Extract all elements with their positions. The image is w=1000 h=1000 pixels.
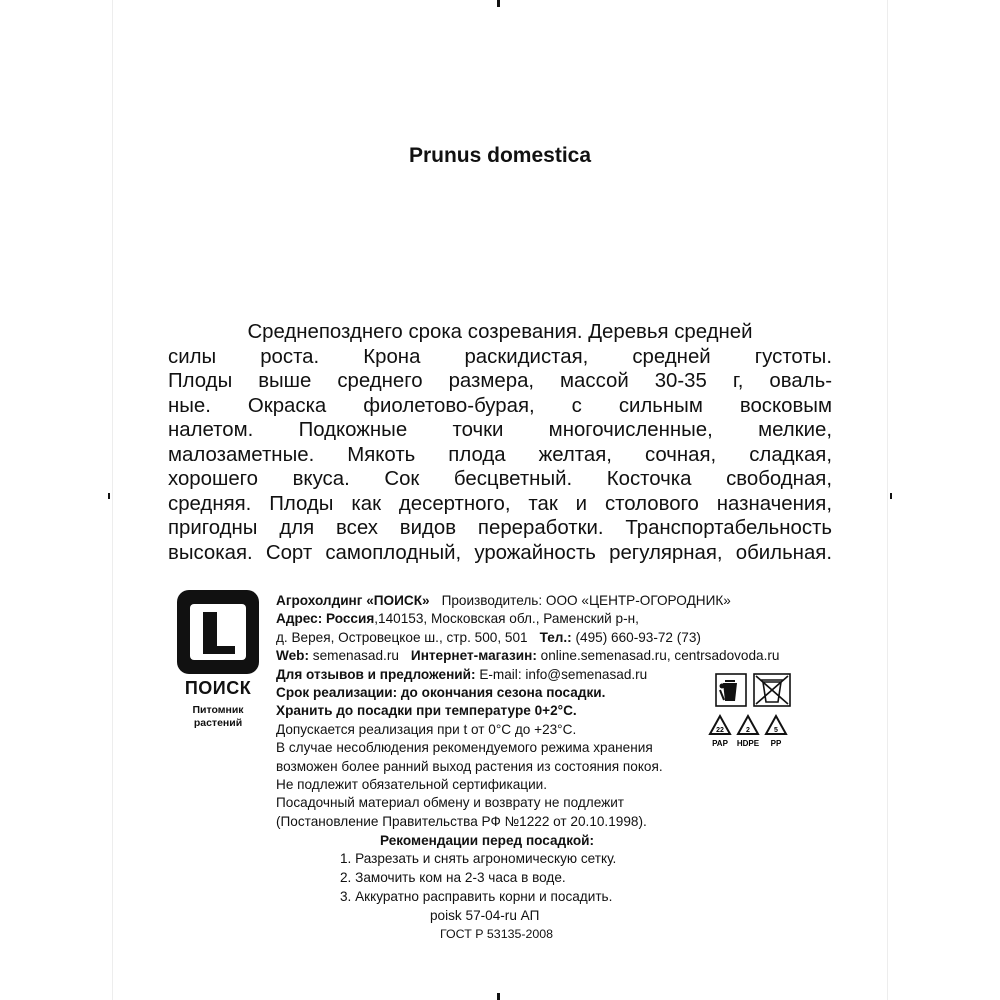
web-row bbox=[276, 647, 836, 665]
variety-description bbox=[168, 320, 832, 565]
description-line: пригодны для всех видов переработки. Транспортабельность bbox=[168, 517, 832, 539]
return-policy: Посадочный материал обмену и возврату не подлежит bbox=[276, 795, 625, 811]
company-row bbox=[276, 592, 836, 610]
recycle-label: PAP bbox=[712, 739, 728, 748]
description-line: Среднепозднего срока созревания. Деревья средней bbox=[247, 321, 753, 343]
certification-note: Не подлежит обязательной сертификации. bbox=[276, 777, 548, 793]
recycle-icons bbox=[706, 672, 798, 754]
crop-mark-left bbox=[108, 493, 110, 499]
recommendation-item: 1. Разрезать и снять агрономическую сетку. bbox=[340, 851, 617, 866]
phone: (495) 660-93-72 (73) bbox=[575, 629, 701, 645]
description-line: силы роста. Крона раскидистая, средней густоты. bbox=[168, 345, 832, 368]
poisk-logo bbox=[168, 590, 268, 740]
web-label: Web: bbox=[276, 648, 309, 664]
feedback-label: Для отзывов и предложений: bbox=[276, 666, 476, 682]
return-policy: (Постановление Правительства РФ №1222 от 20.10.1998). bbox=[276, 813, 647, 829]
web-link[interactable]: semenasad.ru bbox=[312, 648, 399, 664]
recycle-label: PP bbox=[770, 739, 782, 748]
storage-warning: возможен более ранний выход растения из состояния покоя. bbox=[276, 758, 663, 774]
crop-mark-bottom bbox=[497, 993, 500, 1000]
description-line: ные. Окраска фиолетово-бурая, с сильным восковым bbox=[168, 394, 832, 417]
address-line-1: ,140153, Московская обл., Раменский р-н, bbox=[374, 611, 639, 627]
description-line: хорошего вкуса. Сок бесцветный. Косточка свободная, bbox=[168, 468, 832, 490]
storage-warning: В случае несоблюдения рекомендуемого режима хранения bbox=[276, 740, 653, 756]
address-row bbox=[276, 610, 836, 628]
recycling-symbols bbox=[706, 672, 798, 754]
recommendation-item: 3. Аккуратно расправить корни и посадить. bbox=[340, 889, 613, 904]
recommendation-item: 2. Замочить ком на 2-3 часа в воде. bbox=[340, 870, 566, 885]
recommendations-title: Рекомендации перед посадкой: bbox=[380, 833, 595, 848]
country: Россия bbox=[326, 611, 375, 627]
holding-name: Агрохолдинг «ПОИСК» bbox=[276, 593, 430, 608]
shop-links[interactable]: online.semenasad.ru, centrsadovoda.ru bbox=[540, 648, 780, 664]
poisk-logo-icon bbox=[177, 590, 259, 674]
description-line: малозаметные. Мякоть плода желтая, сочная, сладкая, bbox=[168, 443, 832, 466]
logo-name: ПОИСК bbox=[184, 678, 252, 698]
address-label: Адрес: bbox=[276, 611, 323, 627]
email[interactable]: E-mail: info@semenasad.ru bbox=[479, 666, 648, 682]
storage-temperature: Хранить до посадки при температуре 0+2°С. bbox=[276, 703, 577, 719]
product-code: poisk 57-04-ru АП bbox=[430, 908, 540, 923]
crop-mark-top bbox=[497, 0, 500, 7]
recycle-label: HDPE bbox=[736, 739, 760, 748]
manufacturer: Производитель: ООО «ЦЕНТР-ОГОРОДНИК» bbox=[441, 593, 731, 608]
sale-temperature: Допускается реализация при t от 0°С до +23°С. bbox=[276, 721, 577, 737]
trash-bin-icon bbox=[716, 674, 746, 706]
address-row-2 bbox=[276, 629, 836, 647]
crop-mark-right bbox=[890, 493, 892, 499]
description-line: Плоды выше среднего размера, массой 30-35 г, оваль- bbox=[168, 370, 832, 392]
description-line: налетом. Подкожные точки многочисленные, мелкие, bbox=[168, 419, 832, 441]
address-line-2: д. Верея, Островецкое ш., стр. 500, 501 bbox=[276, 629, 528, 645]
gost-standard: ГОСТ Р 53135-2008 bbox=[440, 927, 554, 941]
phone-label: Тел.: bbox=[539, 629, 572, 645]
description-line: средняя. Плоды как десертного, так и столового назначения, bbox=[168, 492, 832, 515]
recycle-code: 2 bbox=[746, 727, 750, 734]
logo-subtitle: Питомник растений bbox=[192, 704, 244, 729]
shop-label: Интернет-магазин: bbox=[410, 648, 537, 664]
no-litter-icon bbox=[754, 674, 790, 706]
recycle-code: 5 bbox=[774, 727, 778, 734]
recycle-code: 22 bbox=[716, 727, 724, 734]
description-line: высокая. Сорт самоплодный, урожайность регулярная, обильная. bbox=[168, 541, 832, 564]
species-title: Prunus domestica bbox=[408, 144, 592, 167]
shelf-life: Срок реализации: до окончания сезона посадки. bbox=[276, 685, 606, 701]
